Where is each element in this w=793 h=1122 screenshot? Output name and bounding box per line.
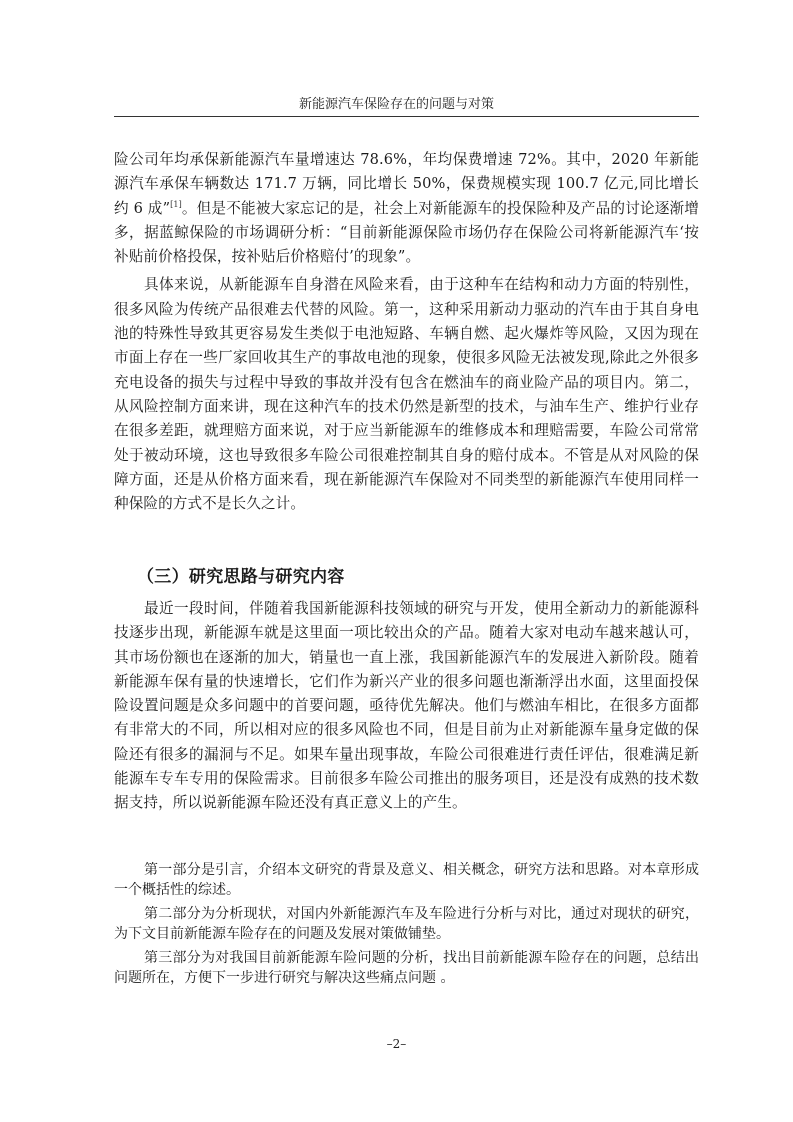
citation-marker: [1] [170, 199, 182, 209]
header-divider [114, 116, 699, 117]
outline-part-2: 第二部分为分析现状，对国内外新能源汽车及车险进行分析与对比，通过对现状的研究，为下文目前新能源车险存在的问题及发展对策做铺垫。 [114, 906, 699, 942]
outline-part-1: 第一部分是引言，介绍本文研究的背景及意义、相关概念，研究方法和思路。对本章形成一个概括性的综述。 [114, 862, 699, 898]
page-number: –2– [386, 1037, 407, 1051]
paragraph-text-continued: 。但是不能被大家忘记的是，社会上对新能源车的投保险种及产品的讨论逐渐增多，据蓝鲸保险的市场调研分析：“目前新能源保险市场仍存在保险公司将新能源汽车‘按补贴前价格投保，按补贴后价格赔付’的现象”。 [114, 199, 699, 266]
body-block-2 [114, 597, 699, 816]
chapter-outline [114, 860, 699, 988]
body-block-1 [114, 148, 699, 516]
paragraph-research-background: 最近一段时间，伴随着我国新能源科技领域的研究与开发，使用全新动力的新能源科技逐步出现，新能源车就是这里面一项比较出众的产品。随着大家对电动车越来越认可，其市场份额也在逐渐的加大，销量也一直上涨，我国新能源汽车的发展进入新阶段。随着新能源车保有量的快速增长，它们作为新兴产业的很多问题也渐渐浮出水面，这里面投保险设置问题是众多问题中的首要问题，亟待优先解决。他们与燃油车相比，在很多方面都有非常大的不同，所以相对应的很多风险也不同，但是目前为止对新能源车量身定做的保险还有很多的漏洞与不足。如果车量出现事故，车险公司很难进行责任评估，很难满足新能源车专车专用的保险需求。目前很多车险公司推出的服务项目，还是没有成熟的技术数据支持，所以说新能源车险还没有真正意义上的产生。 [114, 600, 699, 812]
paragraph-insurance-growth [114, 148, 699, 269]
paragraph-text: 险公司年均承保新能源汽车量增速达 78.6%，年均保费增速 72%。其中，2020 年新能源汽车承保车辆数达 171.7 万辆，同比增长 50%，保费规模实现 100.7 亿元,同比增长约 6 成” [114, 151, 699, 217]
outline-part-3: 第三部分为对我国目前新能源车险问题的分析，找出目前新能源车险存在的问题，总结出问题所在，方便下一步进行研究与解决这些痛点问题 。 [114, 950, 699, 986]
section-heading: （三）研究思路与研究内容 [137, 567, 345, 587]
paragraph-risk-analysis: 具体来说，从新能源车自身潜在风险来看，由于这种车在结构和动力方面的特别性，很多风险为传统产品很难去代替的风险。第一，这种采用新动力驱动的汽车由于其自身电池的特殊性导致其更容易发生类似于电池短路、车辆自燃、起火爆炸等风险，又因为现在市面上存在一些厂家回收其生产的事故电池的现象，使很多风险无法被发现,除此之外很多充电设备的损失与过程中导致的事故并没有包含在燃油车的商业险产品的项目内。第二，从风险控制方面来讲，现在这种汽车的技术仍然是新型的技术，与油车生产、维护行业存在很多差距，就理赔方面来说，对于应当新能源车的维修成本和理赔需要，车险公司常常处于被动环境，这也导致很多车险公司很难控制其自身的赔付成本。不管是从对风险的保障方面，还是从价格方面来看，现在新能源汽车保险对不同类型的新能源汽车使用同样一种保险的方式不是长久之计。 [114, 276, 699, 513]
running-header-title: 新能源汽车保险存在的问题与对策 [298, 97, 494, 112]
